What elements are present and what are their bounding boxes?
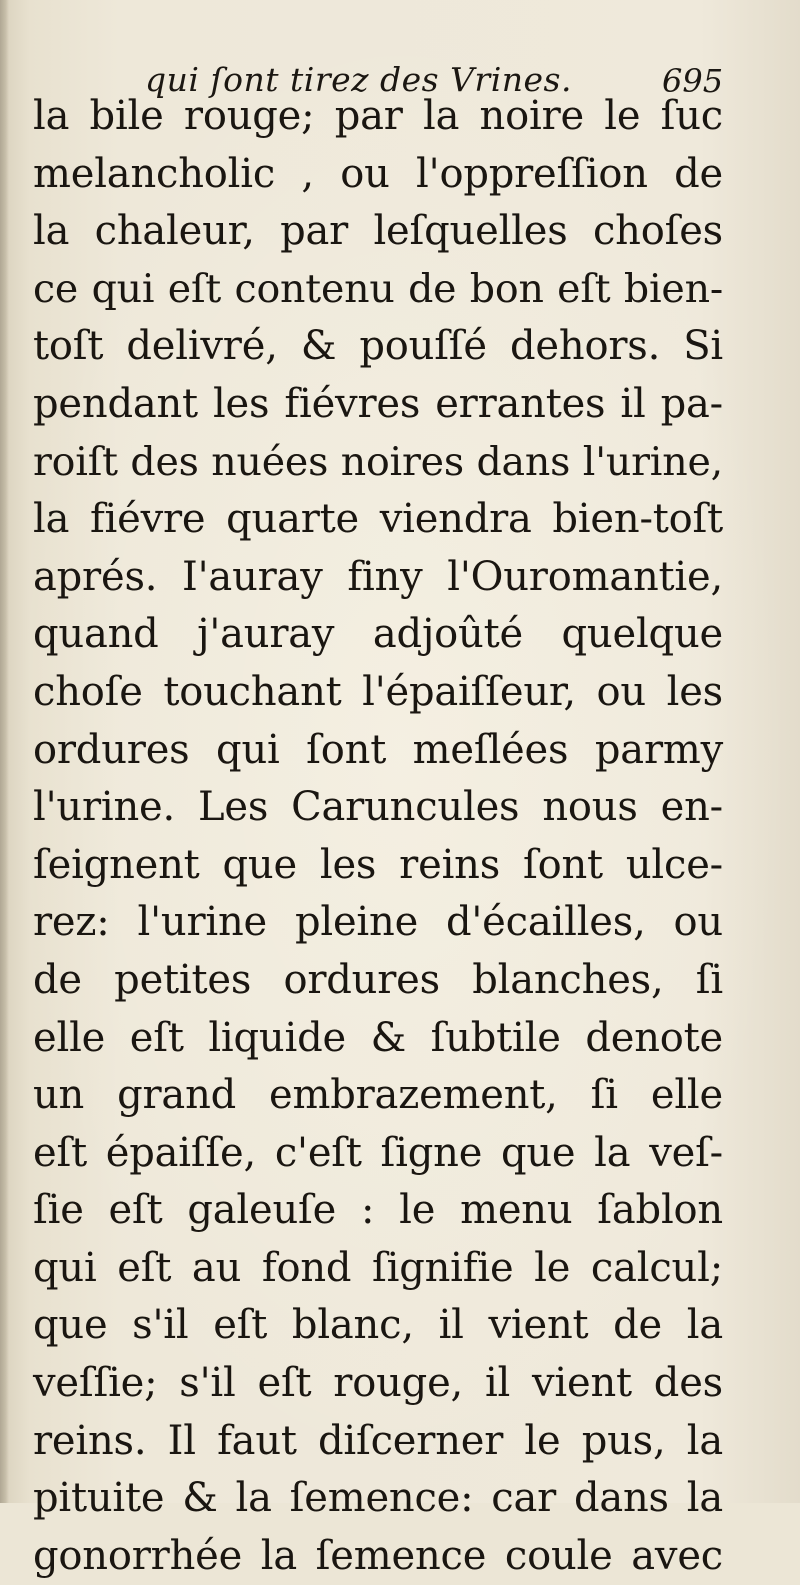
text-line: de petites ordures blanches, ſi [33,956,723,1003]
text-line: qui eſt au fond ſignifie le calcul; [33,1244,723,1291]
text-line: melancholic , ou l'oppreſſion de [33,150,723,197]
text-line: veſſie; s'il eſt rouge, il vient des [33,1360,723,1407]
text-line: la fiévre quarte viendra bien-toſt [33,496,723,543]
text-line: un grand embrazement, ſi elle [33,1072,723,1119]
text-line: ce qui eſt contenu de bon eſt bien- [33,265,723,312]
text-line: que s'il eſt blanc, il vient de la [33,1302,723,1349]
text-line: l'urine. Les Caruncules nous en- [33,784,723,831]
running-title: qui ſont tirez des Vrines. [145,60,572,99]
text-line: ſie eſt galeuſe : le menu ſablon [33,1187,723,1234]
body-text [33,88,723,1585]
text-line: la bile rouge; par la noire le ſuc [33,93,723,139]
text-line: choſe touchant l'épaiſſeur, ou les [33,668,723,715]
text-line: quand j'auray adjoûté quelque [33,611,723,658]
text-line: ſeignent que les reins ſont ulce- [33,841,723,888]
text-line: ordures qui ſont meſlées parmy [33,726,723,773]
text-line: aprés. I'auray finy l'Ouromantie, [33,553,723,600]
text-line: gonorrhée la ſemence coule avec [33,1532,723,1579]
text-line: la chaleur, par leſquelles choſes [33,208,723,255]
text-line: reins. Il faut diſcerner le pus, la [33,1417,723,1464]
text-line: elle eſt liquide & ſubtile denote [33,1014,723,1061]
text-line: toſt delivré, & pouſſé dehors. Si [33,323,723,370]
text-line: rez: l'urine pleine d'écailles, ou [33,899,723,946]
page-gutter-shadow [0,0,9,1503]
text-line: pituite & la ſemence: car dans la [33,1475,723,1522]
text-line: roiſt des nuées noires dans l'urine, [33,438,723,485]
page-number: 695 [662,62,724,100]
text-line: eſt épaiſſe, c'eſt ſigne que la veſ- [33,1129,723,1176]
text-line: pendant les fiévres errantes il pa- [33,380,723,427]
